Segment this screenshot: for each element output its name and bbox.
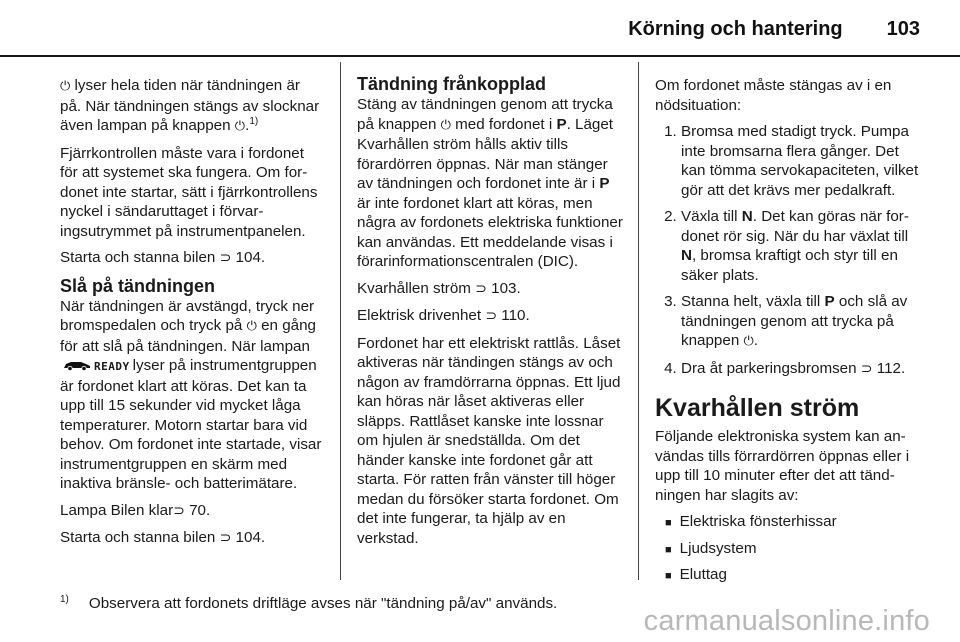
gear-label: P	[556, 115, 567, 133]
list-item: 2. Växla till N. Det kan göras när fordonet rör sig. När du har växlat till N, bromsa kraftigt och styr till en säker plats.	[681, 207, 923, 285]
section-heading: Tändning frånkopplad	[357, 74, 546, 94]
power-icon: ⏻	[743, 334, 754, 349]
paragraph: Fjärrkontrollen måste vara i fordonet för att systemet ska fungera. Om fordonet inte startar, sätt i fjärrkontrollens nyckel i sändaruttaget i förvaringsutrymmet på instrumentpanelen.	[60, 144, 318, 240]
bullet-icon: ■	[665, 517, 672, 529]
gear-label: P	[599, 175, 610, 192]
section-heading: Slå på tändningen	[60, 275, 216, 296]
bullet-icon: ■	[665, 570, 672, 582]
power-icon: ⏻	[234, 119, 246, 134]
power-icon: ⏻	[440, 117, 451, 133]
paragraph: Om fordonet måste stängas av i en nödsituation:	[655, 77, 892, 114]
paragraph: Stäng av tändningen genom att trycka på knappen ⏻ med fordonet i P. Läget Kvarhållen ström hålls aktiv tills förardörren öppnas. När man stänger av tändningen och fordonet inte är i P är inte fordonet klart att köras, men några av fordonets elektriska funktioner kan användas. Ett meddelande visas i förarinformationscentralen (DIC).	[357, 96, 623, 270]
column-2	[357, 76, 625, 555]
paragraph: Starta och stanna bilen ⊃ 104.	[60, 249, 266, 266]
page-header	[628, 18, 920, 41]
column-3	[655, 76, 923, 592]
list-item: ■ Ljudsystem	[665, 539, 757, 557]
bullet-icon: ■	[665, 543, 672, 556]
list-item: ■ Eluttag	[665, 566, 727, 583]
column-divider-2	[638, 62, 639, 580]
power-icon: ⏻	[246, 319, 257, 334]
column-1	[60, 76, 324, 556]
reference-arrow-icon: ⊃	[173, 502, 185, 519]
list-item: 3. Stanna helt, växla till P och slå av tändningen genom att trycka på knappen ⏻.	[681, 292, 923, 352]
footnote-mark: 1)	[60, 594, 69, 605]
header-rule	[0, 55, 960, 57]
reference-arrow-icon: ⊃	[219, 250, 232, 266]
bullet-list	[655, 512, 923, 587]
paragraph: Kvarhållen ström ⊃ 103.	[357, 279, 521, 297]
paragraph: ⏻ lyser hela tiden när tändningen är på. När tändningen stängs av slocknar även lampan på knappen ⏻.$^{1)}$	[60, 77, 320, 134]
numbered-list	[655, 122, 923, 379]
page-title: Körning och hantering	[628, 18, 843, 40]
reference-arrow-icon: ⊃	[860, 360, 873, 377]
paragraph: Följande elektroniska system kan användas tills förrardörren öppnas eller i upp till 10 minuter efter det att tändningen har slagits av:	[655, 428, 910, 504]
column-divider-1	[340, 62, 341, 580]
watermark: carmanualsonline.info	[643, 605, 930, 637]
reference-arrow-icon: ⊃	[485, 308, 498, 324]
gear-label: N	[681, 247, 692, 264]
paragraph: Starta och stanna bilen ⊃ 104.	[60, 529, 266, 546]
car-icon	[62, 357, 92, 377]
list-item: ■ Elektriska fönsterhissar	[665, 513, 837, 530]
reference-arrow-icon: ⊃	[475, 280, 487, 297]
gear-label: P	[824, 293, 835, 310]
footnote-text: Observera att fordonets driftläge avses när "tändning på/av" används.	[88, 595, 558, 612]
power-icon: ⏻	[60, 79, 71, 94]
paragraph: Lampa Bilen klar⊃ 70.	[60, 501, 211, 519]
footnote-mark: 1)	[249, 115, 259, 127]
paragraph: Elektrisk drivenhet ⊃ 110.	[357, 307, 530, 324]
list-item: 4. Dra åt parkeringsbromsen ⊃ 112.	[681, 359, 923, 380]
paragraph: När tändningen är avstängd, tryck ner bromspedalen och tryck på ⏻ en gång för att slå på tändningen. När lampan READY lyser på instrumentgruppen är fordonet klart att köras. Det kan ta upp till 15 sekunder vid mycket låga temperaturer. Motorn startar bara vid behov. Om fordonet inte startade, visar instrumentgruppen en skärm med inaktiva bränsle- och batterimätare.	[60, 297, 322, 492]
paragraph: Fordonet har ett elektriskt rattlås. Låset aktiveras när tändingen stängs av och någon av framdörrarna öppnas. Ett ljud kan höras när låset aktiveras eller släpps. Rattlåset kanske inte lossnar om hjulen är snedställda. Om det händer kanske inte fordonet går att starta. För ratten från vänster till höger medan du försöker starta fordonet. Om det inte fungerar, ta hjälp av en verkstad.	[357, 334, 621, 547]
reference-arrow-icon: ⊃	[219, 530, 232, 546]
page-number: 103	[886, 18, 920, 40]
gear-label: N	[741, 208, 753, 225]
section-heading: Kvarhållen ström	[655, 394, 860, 422]
ready-indicator: READY	[94, 360, 130, 373]
list-item: 1. Bromsa med stadigt tryck. Pumpa inte bromsarna flera gånger. Det kan tömma servokapaciteten, vilket gör att det krävs mer pedalkraft.	[681, 122, 923, 200]
